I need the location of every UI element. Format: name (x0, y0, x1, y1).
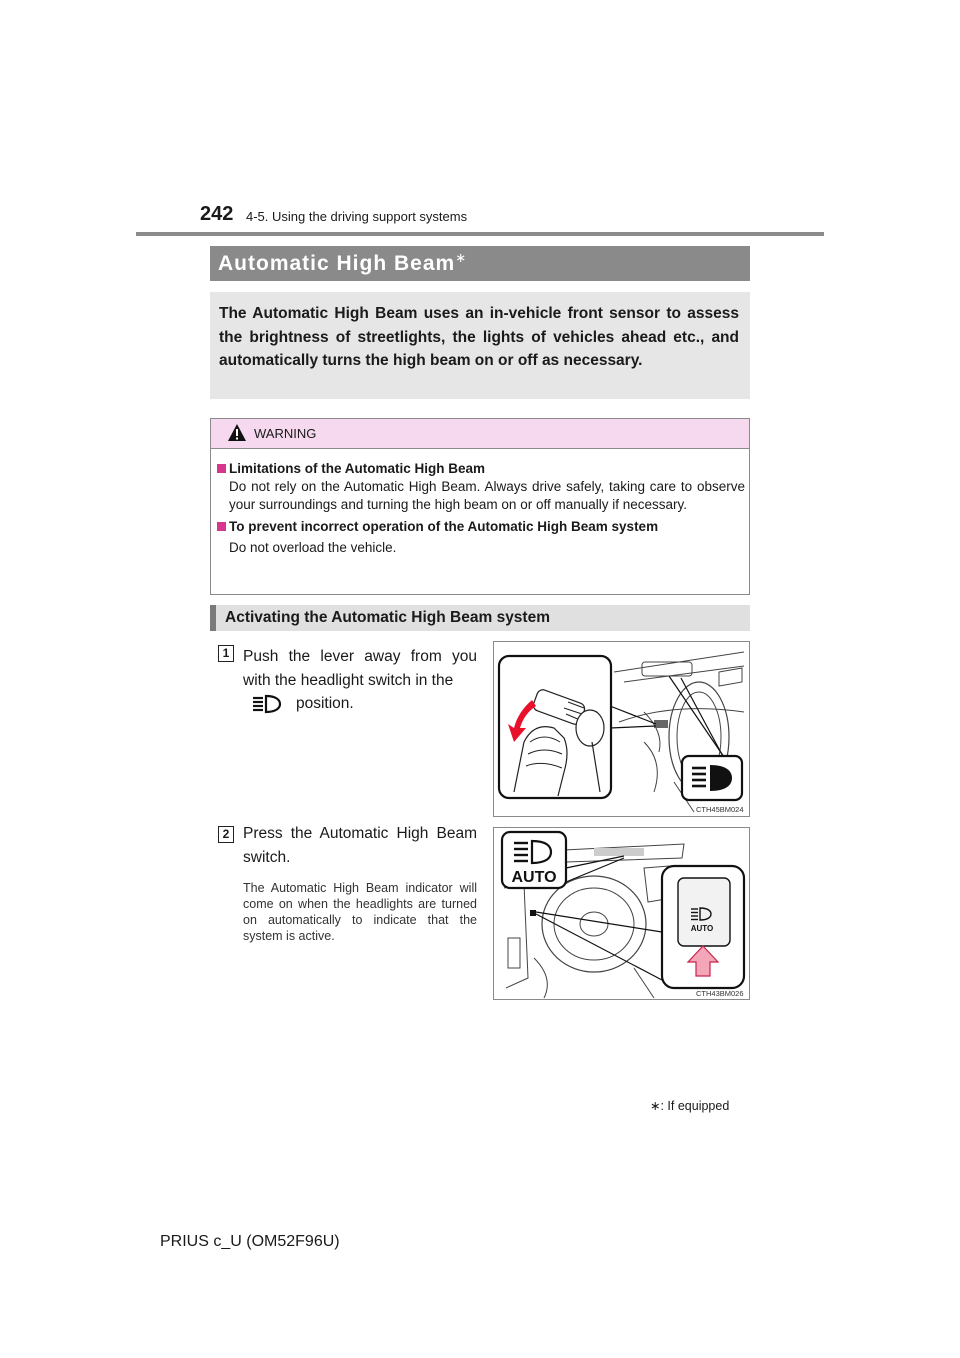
bullet-square-icon (217, 522, 226, 531)
illustration-code: CTH45BM024 (696, 805, 744, 814)
step-2-text: Press the Automatic High Beam switch. (243, 825, 477, 866)
step-number-1: 1 (218, 645, 234, 662)
if-equipped-mark: ∗ (455, 250, 468, 265)
page-number: 242 (200, 203, 234, 225)
footnote-mark: ∗ (650, 1099, 661, 1113)
footnote (650, 1098, 729, 1113)
intro-box (210, 292, 750, 399)
warning-header (211, 419, 749, 449)
intro-text: The Automatic High Beam uses an in-vehicle front sensor to assess the brightness of streetlights, the lights of vehicles ahead etc., and automatically turns the high beam on or off as necessary. (219, 305, 739, 369)
illustration-code: CTH43BM026 (696, 989, 744, 998)
lever-push-illustration (494, 642, 749, 816)
page-title-text: Automatic High Beam (218, 252, 456, 275)
warning-item-text: Do not rely on the Automatic High Beam. Always drive safely, taking care to observe your surroundings and turning the high beam on or off manually if necessary. (229, 479, 745, 512)
subsection-bar (210, 605, 750, 631)
step-2-note: The Automatic High Beam indicator will come on when the headlights are turned on automatically to indicate that the system is active. (243, 881, 477, 943)
page-title (218, 252, 467, 276)
auto-label: AUTO (511, 869, 557, 886)
subsection-title: Activating the Automatic High Beam system (225, 609, 550, 626)
warning-item-text: Do not overload the vehicle. (229, 540, 397, 555)
step-1-text-suffix: position. (296, 695, 354, 712)
warning-item-heading: To prevent incorrect operation of the Automatic High Beam system (229, 519, 659, 534)
warning-title: WARNING (254, 426, 317, 441)
warning-item (215, 518, 745, 536)
section-reference: 4-5. Using the driving support systems (246, 209, 468, 224)
lever-illustration (493, 641, 750, 817)
bullet-square-icon (217, 464, 226, 473)
header-rule (136, 232, 824, 236)
footnote-text: : If equipped (660, 1099, 730, 1113)
headlight-icon (250, 693, 282, 715)
warning-triangle-icon (227, 423, 247, 443)
auto-switch-location-illustration (494, 828, 749, 999)
page-title-bar (210, 246, 750, 281)
manual-identifier: PRIUS c_U (OM52F96U) (160, 1233, 340, 1250)
auto-switch-illustration (493, 827, 750, 1000)
warning-item-heading: Limitations of the Automatic High Beam (229, 461, 486, 476)
step-number-2: 2 (218, 826, 234, 843)
warning-box (210, 418, 750, 595)
auto-label: AUTO (690, 924, 714, 933)
warning-body (215, 460, 745, 557)
warning-item (215, 460, 745, 478)
step-1-text: Push the lever away from you with the headlight switch in the (243, 648, 477, 689)
